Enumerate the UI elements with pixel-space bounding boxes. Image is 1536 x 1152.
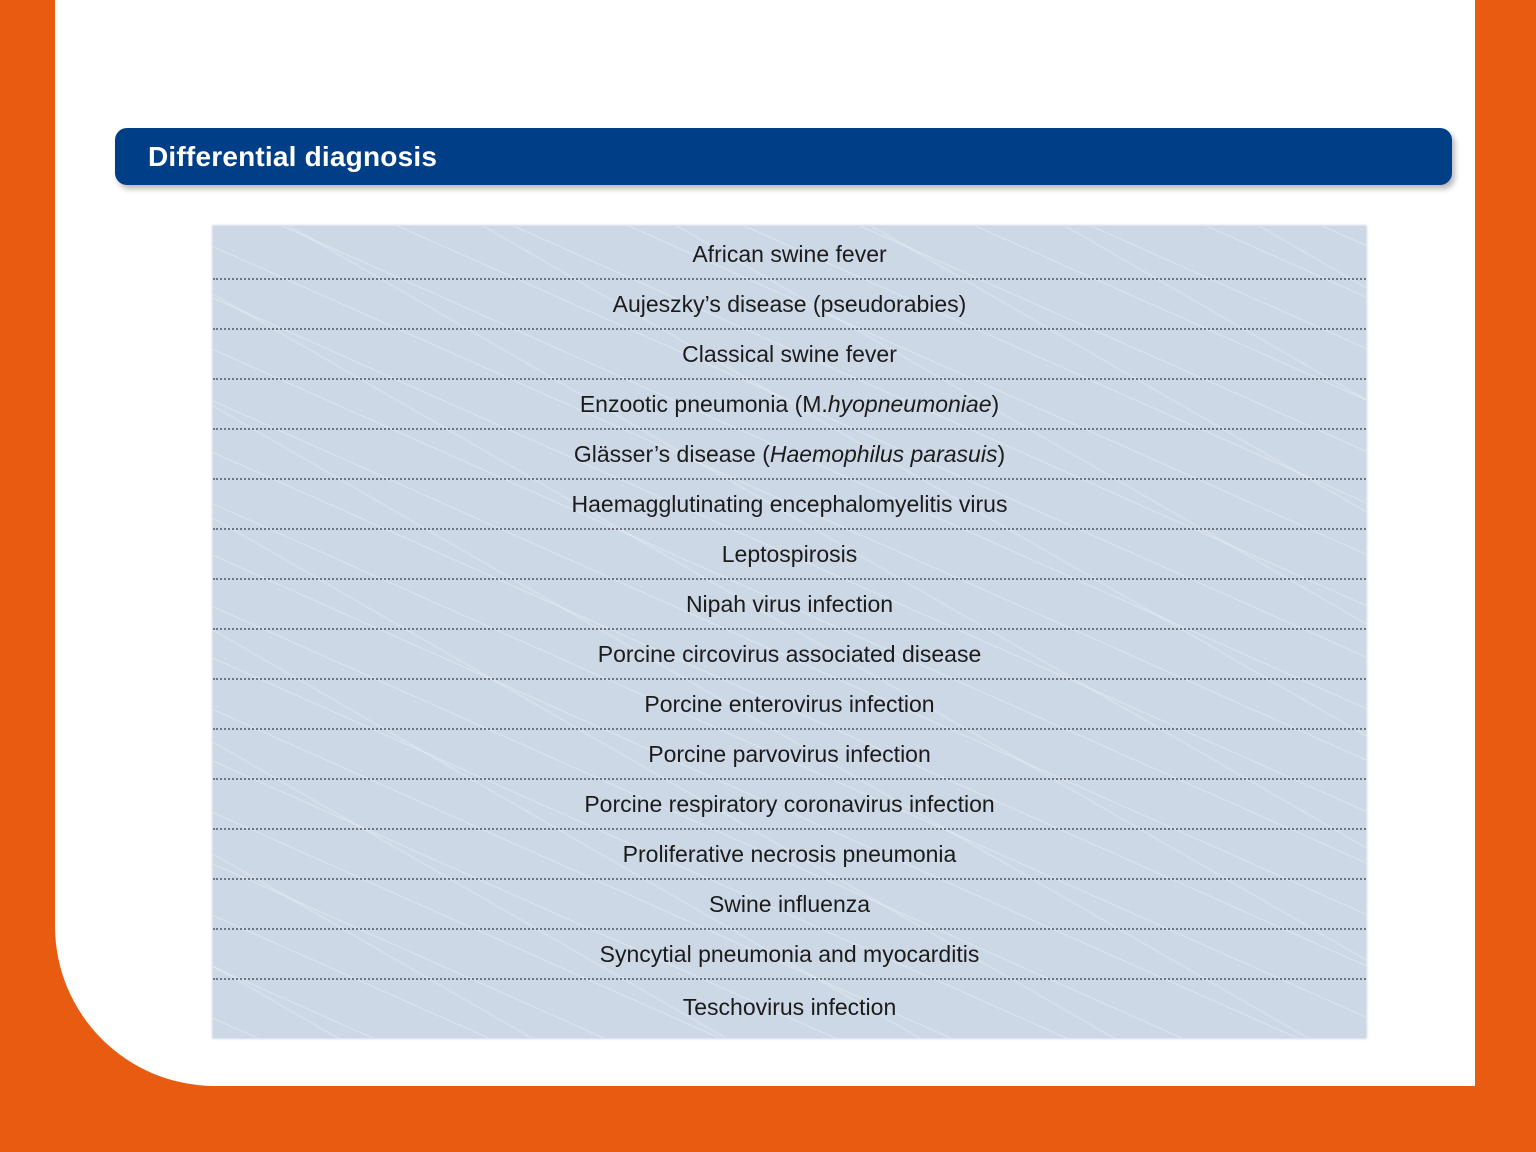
diagnosis-row: Leptospirosis [213,530,1366,580]
diagnosis-row: Aujeszky’s disease (pseudorabies) [213,280,1366,330]
diagnosis-list-panel [213,226,1366,1038]
diagnosis-row: Glässer’s disease ( Haemophilus parasuis ) [213,430,1366,480]
diagnosis-row: Porcine circovirus associated disease [213,630,1366,680]
diagnosis-row: Swine influenza [213,880,1366,930]
diagnosis-row: African swine fever [213,230,1366,280]
diagnosis-row: Porcine enterovirus infection [213,680,1366,730]
section-title: Differential diagnosis [148,140,438,172]
diagnosis-row: Classical swine fever [213,330,1366,380]
diagnosis-row: Teschovirus infection [682,993,897,1020]
diagnosis-row: Haemagglutinating encephalomyelitis virus [213,480,1366,530]
diagnosis-row: Proliferative necrosis pneumonia [213,830,1366,880]
diagnosis-row: Porcine respiratory coronavirus infection [213,780,1366,830]
diagnosis-row: Nipah virus infection [213,580,1366,630]
section-header-bar [115,128,1452,185]
diagnosis-row: Porcine parvovirus infection [213,730,1366,780]
diagnosis-row: Enzootic pneumonia (M. hyopneumoniae ) [213,380,1366,430]
diagnosis-row: Syncytial pneumonia and myocarditis [213,930,1366,980]
